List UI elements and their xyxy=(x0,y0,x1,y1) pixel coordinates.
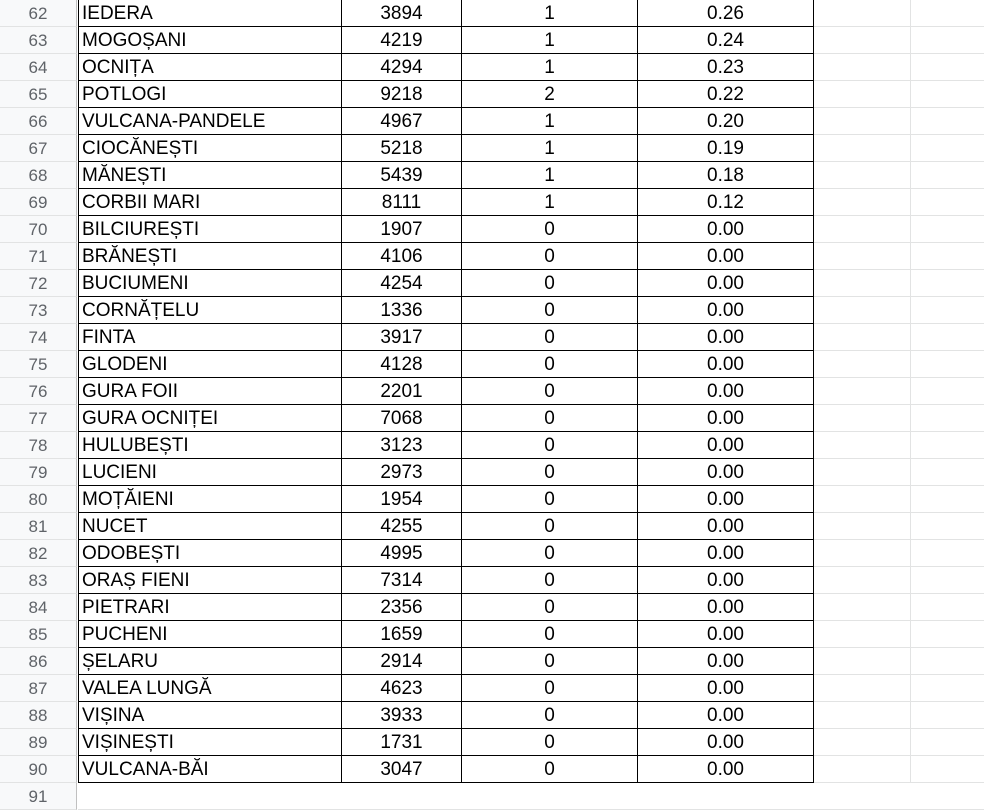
cell-rate[interactable]: 0.00 xyxy=(638,594,814,621)
empty-cell[interactable] xyxy=(910,405,984,432)
empty-cell[interactable] xyxy=(910,378,984,405)
empty-cell[interactable] xyxy=(910,189,984,216)
empty-cell[interactable] xyxy=(814,594,910,621)
table-row xyxy=(0,378,984,405)
table-row xyxy=(0,324,984,351)
table-row xyxy=(0,135,984,162)
empty-cell[interactable] xyxy=(814,729,910,756)
cell-count[interactable]: 0 xyxy=(462,351,638,378)
row-header[interactable]: 78 xyxy=(0,432,77,459)
row-header[interactable]: 81 xyxy=(0,513,77,540)
table-row xyxy=(0,243,984,270)
row-header[interactable]: 85 xyxy=(0,621,77,648)
cell-population[interactable]: 3123 xyxy=(342,432,462,459)
cell-population[interactable]: 1659 xyxy=(342,621,462,648)
empty-cell[interactable] xyxy=(814,135,910,162)
row-header[interactable]: 64 xyxy=(0,54,77,81)
cell-name[interactable]: GURA OCNIȚEI xyxy=(78,405,342,432)
empty-cell[interactable] xyxy=(814,567,910,594)
cell-name[interactable]: HULUBEȘTI xyxy=(78,432,342,459)
cell-name[interactable]: MĂNEȘTI xyxy=(78,162,342,189)
cell-rate[interactable]: 0.00 xyxy=(638,675,814,702)
cell-count[interactable]: 0 xyxy=(462,675,638,702)
cell-count[interactable]: 0 xyxy=(462,378,638,405)
empty-cell[interactable] xyxy=(910,702,984,729)
cell-name[interactable]: ODOBEȘTI xyxy=(78,540,342,567)
cell-population[interactable]: 4294 xyxy=(342,54,462,81)
empty-cell[interactable] xyxy=(910,135,984,162)
cell-count[interactable]: 0 xyxy=(462,216,638,243)
row-header[interactable]: 68 xyxy=(0,162,77,189)
cell-rate[interactable]: 0.00 xyxy=(638,648,814,675)
cell-population[interactable]: 1907 xyxy=(342,216,462,243)
cell-name[interactable]: IEDERA xyxy=(78,0,342,27)
empty-cell[interactable] xyxy=(814,459,910,486)
cell-count[interactable]: 0 xyxy=(462,270,638,297)
cell-count[interactable]: 0 xyxy=(462,756,638,783)
cell-population[interactable]: 7314 xyxy=(342,567,462,594)
table-row xyxy=(0,81,984,108)
row-header[interactable]: 79 xyxy=(0,459,77,486)
empty-cell[interactable] xyxy=(910,486,984,513)
cell-count[interactable]: 0 xyxy=(462,648,638,675)
row-header[interactable]: 89 xyxy=(0,729,77,756)
cell-population[interactable]: 4219 xyxy=(342,27,462,54)
empty-cell[interactable] xyxy=(910,27,984,54)
row-header[interactable]: 73 xyxy=(0,297,77,324)
cell-population[interactable]: 1731 xyxy=(342,729,462,756)
empty-cell[interactable] xyxy=(814,162,910,189)
empty-cell[interactable] xyxy=(910,243,984,270)
cell-count[interactable]: 0 xyxy=(462,513,638,540)
empty-cell[interactable] xyxy=(910,432,984,459)
cell-count[interactable]: 0 xyxy=(462,702,638,729)
cell-count[interactable]: 1 xyxy=(462,54,638,81)
cell-count[interactable]: 0 xyxy=(462,459,638,486)
cell-count[interactable]: 2 xyxy=(462,81,638,108)
cell-rate[interactable]: 0.00 xyxy=(638,459,814,486)
cell-rate[interactable]: 0.22 xyxy=(638,81,814,108)
cell-population[interactable]: 2914 xyxy=(342,648,462,675)
cell-population[interactable]: 7068 xyxy=(342,405,462,432)
cell-name[interactable]: PUCHENI xyxy=(78,621,342,648)
empty-cell[interactable] xyxy=(814,702,910,729)
cell-rate[interactable]: 0.00 xyxy=(638,729,814,756)
cell-name[interactable]: VIȘINEȘTI xyxy=(78,729,342,756)
empty-cell[interactable] xyxy=(814,108,910,135)
table-row xyxy=(0,459,984,486)
cell-count[interactable]: 0 xyxy=(462,621,638,648)
table-row xyxy=(0,486,984,513)
cell-population[interactable]: 4254 xyxy=(342,270,462,297)
table-row xyxy=(0,189,984,216)
cell-count[interactable]: 0 xyxy=(462,540,638,567)
empty-cell[interactable] xyxy=(814,486,910,513)
empty-cell[interactable] xyxy=(910,756,984,783)
cell-name[interactable]: LUCIENI xyxy=(78,459,342,486)
cell-name[interactable]: BILCIUREȘTI xyxy=(78,216,342,243)
cell-rate[interactable]: 0.00 xyxy=(638,324,814,351)
cell-rate[interactable]: 0.00 xyxy=(638,486,814,513)
cell-name[interactable]: MOȚĂIENI xyxy=(78,486,342,513)
table-row xyxy=(0,675,984,702)
cell-count[interactable]: 0 xyxy=(462,594,638,621)
cell-name[interactable]: VIȘINA xyxy=(78,702,342,729)
empty-cell[interactable] xyxy=(814,27,910,54)
table-row xyxy=(0,729,984,756)
cell-name[interactable]: BUCIUMENI xyxy=(78,270,342,297)
empty-cell[interactable] xyxy=(814,432,910,459)
cell-population[interactable]: 3047 xyxy=(342,756,462,783)
empty-cell[interactable] xyxy=(814,405,910,432)
cell-name[interactable]: ORAȘ FIENI xyxy=(78,567,342,594)
table-row xyxy=(0,513,984,540)
empty-cell[interactable] xyxy=(814,189,910,216)
empty-cell[interactable] xyxy=(814,297,910,324)
cell-rate[interactable]: 0.00 xyxy=(638,702,814,729)
row-header[interactable]: 77 xyxy=(0,405,77,432)
table-row xyxy=(0,0,984,27)
row-header[interactable]: 67 xyxy=(0,135,77,162)
row-header[interactable]: 66 xyxy=(0,108,77,135)
empty-cell[interactable] xyxy=(814,513,910,540)
empty-cell[interactable] xyxy=(814,243,910,270)
empty-cell[interactable] xyxy=(910,270,984,297)
cell-name[interactable]: PIETRARI xyxy=(78,594,342,621)
empty-cell[interactable] xyxy=(814,270,910,297)
empty-cell[interactable] xyxy=(910,513,984,540)
table-row xyxy=(0,297,984,324)
row-header[interactable]: 83 xyxy=(0,567,77,594)
empty-cell[interactable] xyxy=(814,648,910,675)
cell-count[interactable]: 0 xyxy=(462,405,638,432)
cell-population[interactable]: 5218 xyxy=(342,135,462,162)
cell-rate[interactable]: 0.00 xyxy=(638,756,814,783)
cell-name[interactable]: OCNIȚA xyxy=(78,54,342,81)
cell-population[interactable]: 5439 xyxy=(342,162,462,189)
cell-rate[interactable]: 0.00 xyxy=(638,297,814,324)
table-row xyxy=(0,648,984,675)
row-header[interactable]: 82 xyxy=(0,540,77,567)
cell-population[interactable]: 4128 xyxy=(342,351,462,378)
empty-cell[interactable] xyxy=(814,0,910,27)
table-row xyxy=(0,621,984,648)
cell-population[interactable]: 8111 xyxy=(342,189,462,216)
cell-population[interactable]: 3917 xyxy=(342,324,462,351)
cell-rate[interactable]: 0.00 xyxy=(638,243,814,270)
row-header[interactable]: 90 xyxy=(0,756,77,783)
cell-count[interactable]: 1 xyxy=(462,189,638,216)
empty-cell[interactable] xyxy=(910,324,984,351)
cell-name[interactable]: GLODENI xyxy=(78,351,342,378)
cell-population[interactable]: 3933 xyxy=(342,702,462,729)
cell-population[interactable]: 2356 xyxy=(342,594,462,621)
row-header[interactable]: 80 xyxy=(0,486,77,513)
cell-count[interactable]: 0 xyxy=(462,432,638,459)
empty-cell[interactable] xyxy=(910,540,984,567)
cell-name[interactable]: VULCANA-PANDELE xyxy=(78,108,342,135)
cell-name[interactable]: CORNĂȚELU xyxy=(78,297,342,324)
empty-cell[interactable] xyxy=(910,459,984,486)
cell-rate[interactable]: 0.18 xyxy=(638,162,814,189)
cell-count[interactable]: 1 xyxy=(462,27,638,54)
cell-rate[interactable]: 0.00 xyxy=(638,432,814,459)
cell-count[interactable]: 0 xyxy=(462,567,638,594)
table-row xyxy=(0,216,984,243)
cell-count[interactable]: 0 xyxy=(462,729,638,756)
table-row xyxy=(0,783,984,810)
cell-count[interactable]: 1 xyxy=(462,135,638,162)
empty-cell[interactable] xyxy=(910,162,984,189)
row-header[interactable]: 65 xyxy=(0,81,77,108)
row-header[interactable]: 74 xyxy=(0,324,77,351)
empty-cell[interactable] xyxy=(910,351,984,378)
cell-population[interactable]: 2973 xyxy=(342,459,462,486)
empty-cell[interactable] xyxy=(910,675,984,702)
cell-population[interactable]: 9218 xyxy=(342,81,462,108)
empty-cell[interactable] xyxy=(814,216,910,243)
empty-cell[interactable] xyxy=(78,783,984,810)
cell-count[interactable]: 0 xyxy=(462,297,638,324)
cell-rate[interactable]: 0.19 xyxy=(638,135,814,162)
cell-name[interactable]: CIOCĂNEȘTI xyxy=(78,135,342,162)
cell-name[interactable]: NUCET xyxy=(78,513,342,540)
table-row xyxy=(0,702,984,729)
cell-rate[interactable]: 0.12 xyxy=(638,189,814,216)
table-row xyxy=(0,162,984,189)
cell-rate[interactable]: 0.00 xyxy=(638,513,814,540)
table-row xyxy=(0,54,984,81)
cell-name[interactable]: VALEA LUNGĂ xyxy=(78,675,342,702)
empty-cell[interactable] xyxy=(910,648,984,675)
empty-cell[interactable] xyxy=(910,216,984,243)
cell-population[interactable]: 4106 xyxy=(342,243,462,270)
cell-population[interactable]: 3894 xyxy=(342,0,462,27)
empty-cell[interactable] xyxy=(814,81,910,108)
cell-rate[interactable]: 0.24 xyxy=(638,27,814,54)
row-header[interactable]: 69 xyxy=(0,189,77,216)
row-header[interactable]: 84 xyxy=(0,594,77,621)
cell-rate[interactable]: 0.00 xyxy=(638,567,814,594)
table-row xyxy=(0,756,984,783)
cell-count[interactable]: 0 xyxy=(462,243,638,270)
empty-cell[interactable] xyxy=(814,54,910,81)
cell-rate[interactable]: 0.26 xyxy=(638,0,814,27)
empty-cell[interactable] xyxy=(814,675,910,702)
row-header[interactable]: 87 xyxy=(0,675,77,702)
table-row xyxy=(0,594,984,621)
empty-cell[interactable] xyxy=(814,621,910,648)
cell-name[interactable]: VULCANA-BĂI xyxy=(78,756,342,783)
empty-cell[interactable] xyxy=(910,621,984,648)
table-row xyxy=(0,405,984,432)
cell-rate[interactable]: 0.00 xyxy=(638,351,814,378)
row-header[interactable]: 75 xyxy=(0,351,77,378)
row-header[interactable]: 72 xyxy=(0,270,77,297)
cell-name[interactable]: ȘELARU xyxy=(78,648,342,675)
empty-cell[interactable] xyxy=(814,324,910,351)
empty-cell[interactable] xyxy=(910,108,984,135)
cell-rate[interactable]: 0.00 xyxy=(638,621,814,648)
cell-count[interactable]: 0 xyxy=(462,486,638,513)
cell-rate[interactable]: 0.00 xyxy=(638,216,814,243)
cell-population[interactable]: 2201 xyxy=(342,378,462,405)
row-header[interactable]: 71 xyxy=(0,243,77,270)
empty-cell[interactable] xyxy=(910,297,984,324)
cell-population[interactable]: 4623 xyxy=(342,675,462,702)
empty-cell[interactable] xyxy=(910,729,984,756)
cell-population[interactable]: 4995 xyxy=(342,540,462,567)
cell-name[interactable]: GURA FOII xyxy=(78,378,342,405)
cell-population[interactable]: 1336 xyxy=(342,297,462,324)
row-header[interactable]: 76 xyxy=(0,378,77,405)
cell-name[interactable]: CORBII MARI xyxy=(78,189,342,216)
cell-count[interactable]: 1 xyxy=(462,162,638,189)
table-row xyxy=(0,108,984,135)
cell-population[interactable]: 4255 xyxy=(342,513,462,540)
empty-cell[interactable] xyxy=(814,378,910,405)
table-row xyxy=(0,432,984,459)
cell-count[interactable]: 1 xyxy=(462,0,638,27)
cell-rate[interactable]: 0.00 xyxy=(638,540,814,567)
table-row xyxy=(0,540,984,567)
row-header[interactable]: 88 xyxy=(0,702,77,729)
cell-count[interactable]: 0 xyxy=(462,324,638,351)
empty-cell[interactable] xyxy=(814,540,910,567)
cell-rate[interactable]: 0.20 xyxy=(638,108,814,135)
row-header[interactable]: 91 xyxy=(0,783,77,810)
empty-cell[interactable] xyxy=(910,594,984,621)
cell-population[interactable]: 1954 xyxy=(342,486,462,513)
cell-count[interactable]: 1 xyxy=(462,108,638,135)
row-header[interactable]: 62 xyxy=(0,0,77,27)
cell-name[interactable]: POTLOGI xyxy=(78,81,342,108)
table-row xyxy=(0,270,984,297)
cell-name[interactable]: MOGOȘANI xyxy=(78,27,342,54)
table-row xyxy=(0,567,984,594)
empty-cell[interactable] xyxy=(910,81,984,108)
empty-cell[interactable] xyxy=(814,351,910,378)
row-header[interactable]: 70 xyxy=(0,216,77,243)
row-header[interactable]: 63 xyxy=(0,27,77,54)
cell-name[interactable]: BRĂNEȘTI xyxy=(78,243,342,270)
cell-rate[interactable]: 0.00 xyxy=(638,405,814,432)
empty-cell[interactable] xyxy=(910,0,984,27)
cell-population[interactable]: 4967 xyxy=(342,108,462,135)
cell-name[interactable]: FINTA xyxy=(78,324,342,351)
empty-cell[interactable] xyxy=(910,54,984,81)
cell-rate[interactable]: 0.23 xyxy=(638,54,814,81)
empty-cell[interactable] xyxy=(910,567,984,594)
cell-rate[interactable]: 0.00 xyxy=(638,378,814,405)
cell-rate[interactable]: 0.00 xyxy=(638,270,814,297)
empty-cell[interactable] xyxy=(814,756,910,783)
table-row xyxy=(0,351,984,378)
row-header[interactable]: 86 xyxy=(0,648,77,675)
table-row xyxy=(0,27,984,54)
